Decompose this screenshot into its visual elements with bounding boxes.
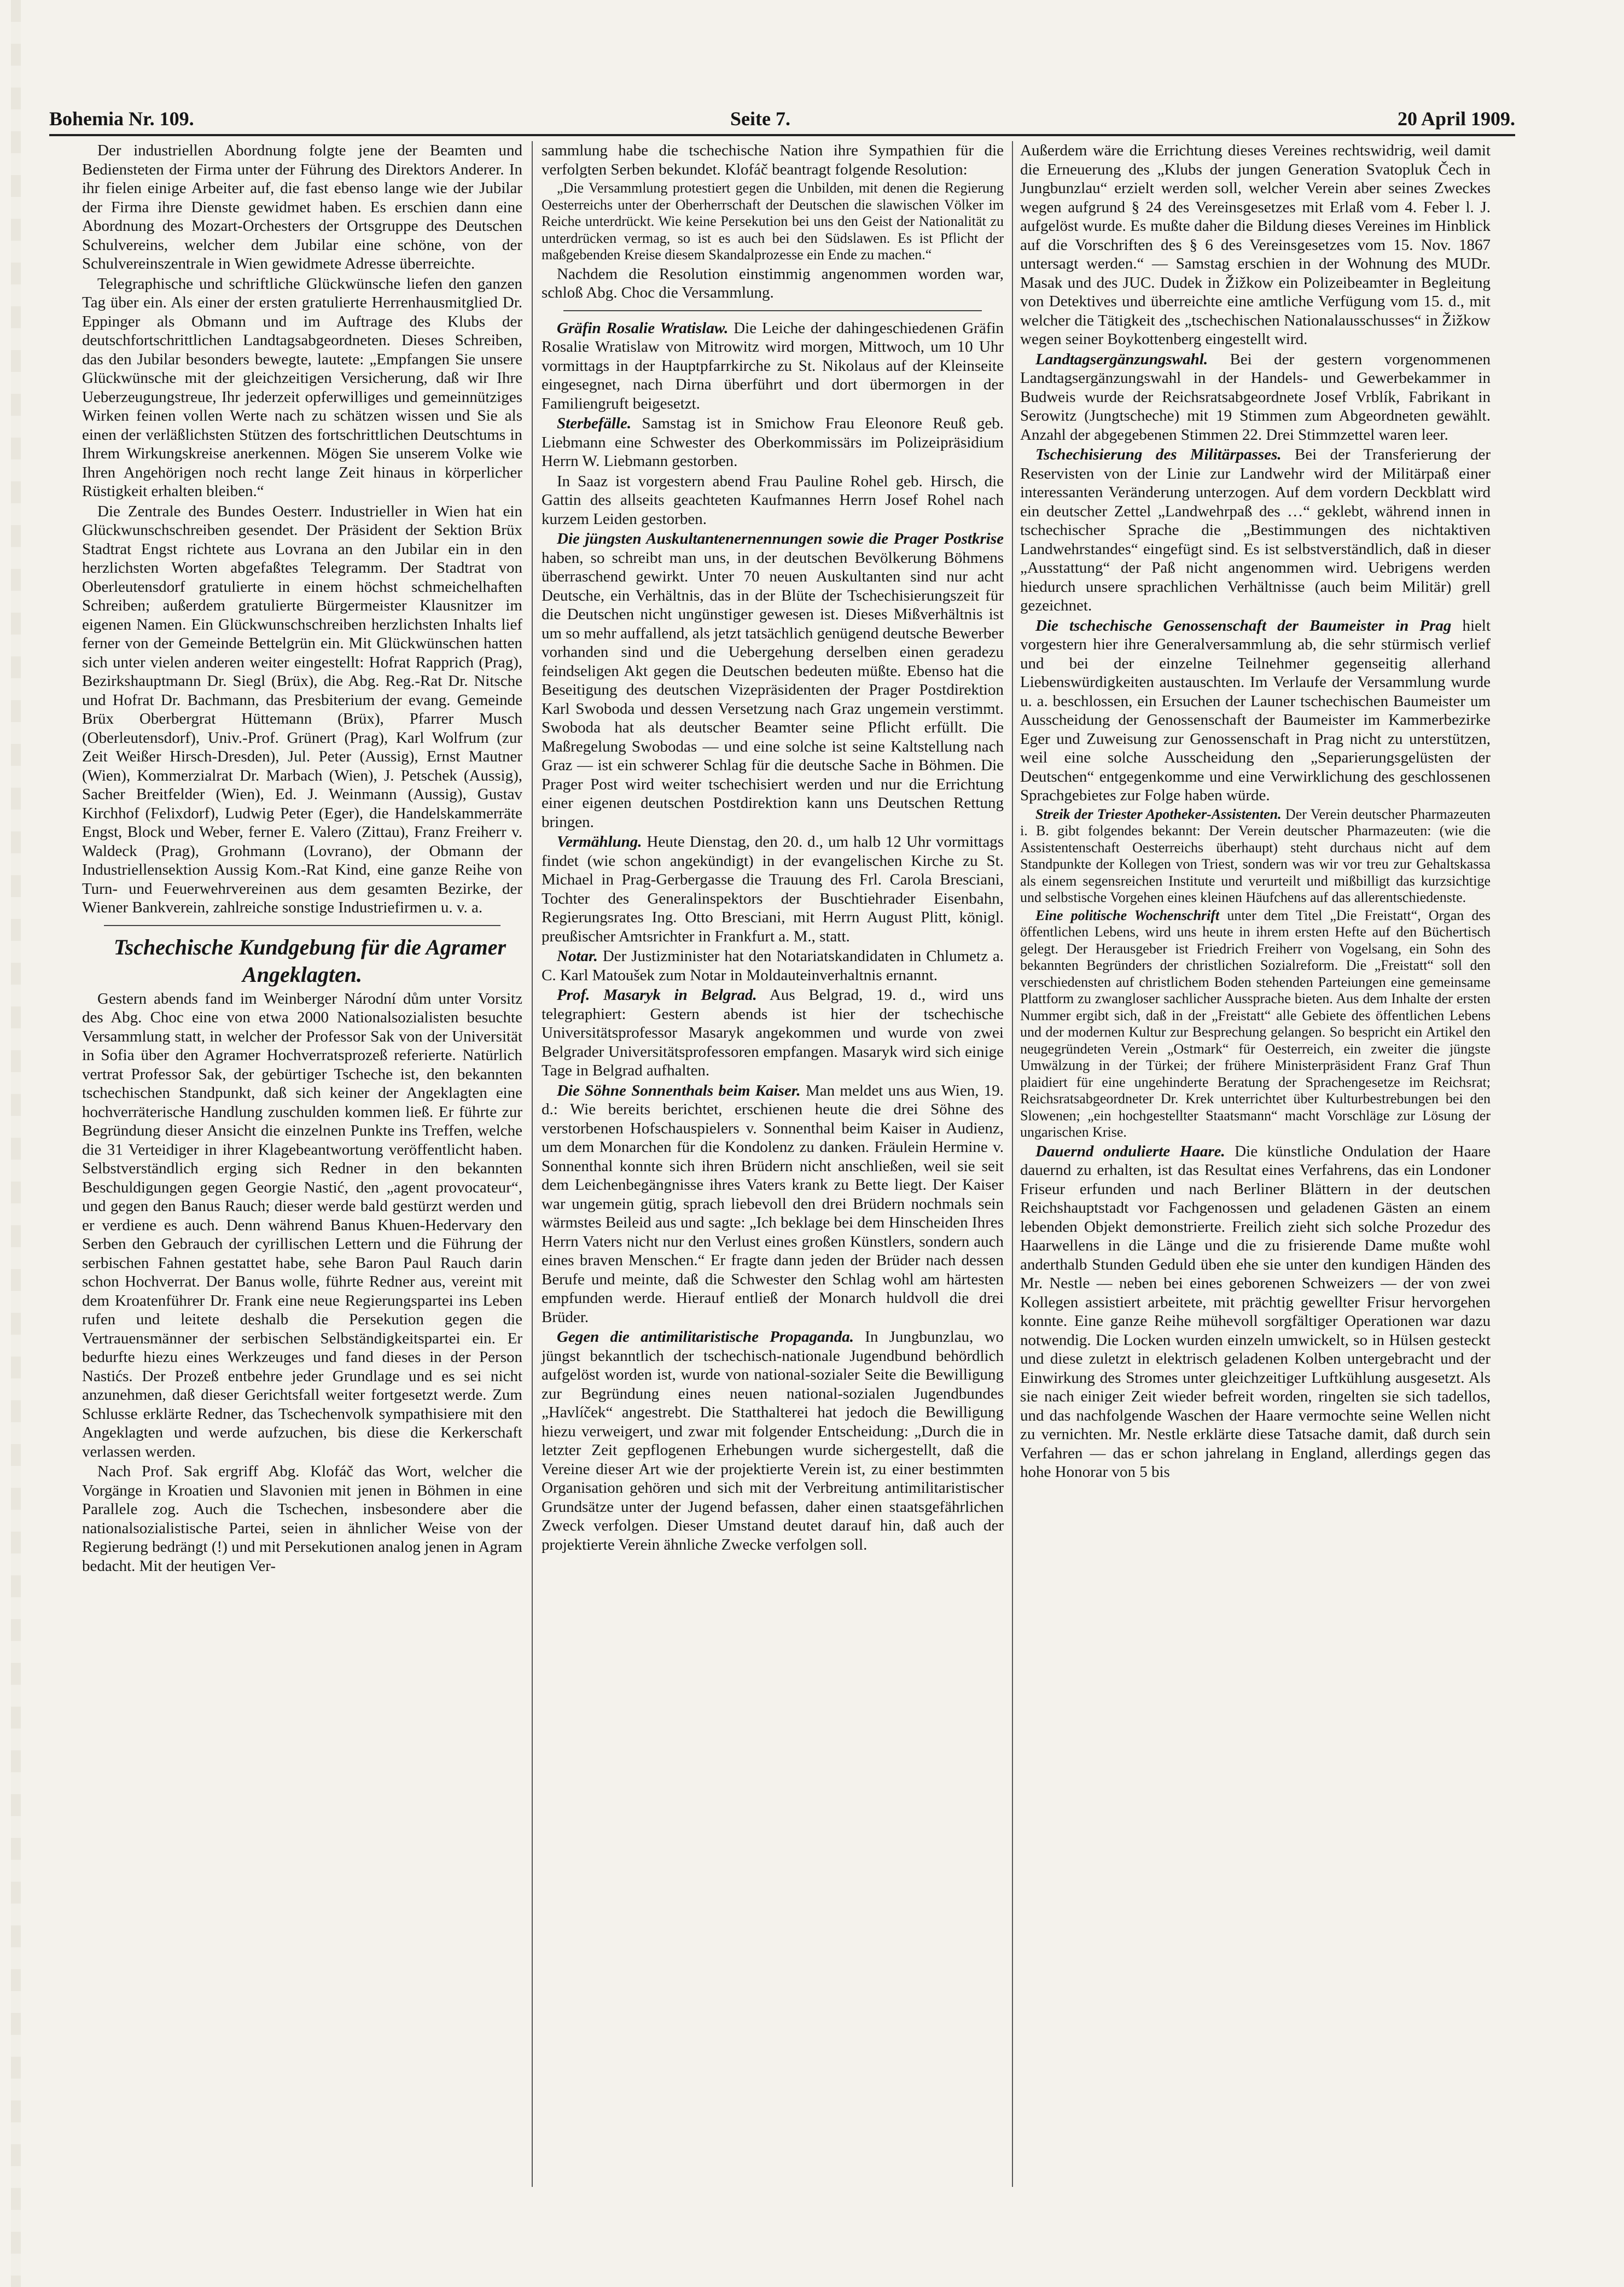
- news-item: Gegen die antimilitaristische Propaganda. In Jungbunzlau, wo jüngst bekanntlich der tschechisch-nationale Jugendbund behördlich aufgelöst worden ist, wurde von national-sozialer Seite die Bewilligung zur Begründung eines neuen national-sozialen Jugendbundes „Havlíček“ angestrebt. Die Statthalterei hat jedoch die Bewilligung hiezu verweigert, und zwar mit folgender Entscheidung: „Durch die in letzter Zeit gepflogenen Erhebungen wurde sichergestellt, daß die Vereine dieser Art wie der projektierte Verein ist, zu einer bestimmten Organisation gehören und sich mit der Verbreitung antimilitaristischer Grundsätze unter der Jugend befassen, daher einen staatsgefährlichen Zweck verfolgen. Dieser Umstand deutet darauf hin, daß auch der projektierte Verein ähnliche Zwecke verfolgen soll.: [542, 1328, 1004, 1553]
- article-paragraph: Telegraphische und schriftliche Glückwünsche liefen den ganzen Tag über ein. Als einer der ersten gratulierte Herrenhausmitglied Dr. Eppinger als Obmann und im Auftrage des Klubs der deutschfortschrittlichen Landtagsabgeordneten. Dieses Schreiben, das den Jubilar besonders bewegte, lautete: „Empfangen Sie unsere Glückwünsche mit der gleichzeitigen Versicherung, daß wir Ihre Ueberzeugungstreue, Ihr jederzeit opferwilliges und gemeinnütziges Wirken feinen vollen Werte nach zu schätzen wissen und Sie als einen der verläßlichsten Stützen des fortschrittlichen Deutschtums in Ihrem Wirkungskreise anerkennen. Mögen Sie unserem Volke wie Ihren Angehörigen noch recht lange Zeit hinaus in körperlicher Rüstigkeit erhalten bleiben.“: [82, 275, 522, 500]
- article-paragraph: sammlung habe die tschechische Nation ihre Sympathien für die verfolgten Serben bekundet. Klofáč beantragt folgende Resolution:: [542, 142, 1004, 178]
- news-item: Die tschechische Genossenschaft der Baumeister in Prag hielt vorgestern hier ihre Generalversammlung ab, die sehr stürmisch verlief und bei der einzelne Teilnehmer gegenseitig allerhand Liebenswürdigkeiten austauschten. Im Verlaufe der Versammlung wurde u. a. beschlossen, ein Ersuchen der Launer tschechischen Baumeister um Ausscheidung der Genossenschaft der Baumeister im Kammerbezirke Eger und Zuweisung zur Genossenschaft in Prag nicht zu unterstützen, weil eine solche Ausscheidung den „Separierungsgelüsten der Deutschen“ entgegenkomme und eine Verwirklichung des geschlossenen Sprachgebietes zur Folge haben würde.: [1020, 616, 1491, 804]
- article-paragraph: Nach Prof. Sak ergriff Abg. Klofáč das Wort, welcher die Vorgänge in Kroatien und Slavonien mit jenen in Böhmen in eine Parallele zog. Auch die Tschechen, insbesondere aber die nationalsozialistische Partei, seien in ähnlicher Weise von der Regierung bedrängt (!) und mit Persekutionen analog jenen in Agram bedacht. Mit der heutigen Ver-: [82, 1463, 522, 1575]
- article-paragraph: Die Zentrale des Bundes Oesterr. Industrieller in Wien hat ein Glückwunschschreiben gesendet. Der Präsident der Sektion Brüx Stadtrat Engst richtete aus Lovrana an den Jubilar ein in den herzlichsten Worten abgefaßtes Telegramm. Der Stadtrat von Oberleutensdorf gratulierte in einem höchst schmeichelhaften Schreiben; außerdem gratulierte Bürgermeister Klausnitzer im eigenen Namen. Ein Glückwunschschreiben herzlichsten Inhalts lief ferner von der Gemeinde Bettelgrün ein. Mit Glückwünschen hatten sich unter vielen anderen weiter eingestellt: Hofrat Rapprich (Prag), Bezirkshauptmann Dr. Siegl (Brüx), die Abg. Reg.-Rat Dr. Nitsche und Hofrat Dr. Bachmann, das Presbiterium der evang. Gemeinde Brüx Oberbergrat Hüttemann (Brüx), Pfarrer Musch (Oberleutensdorf), Univ.-Prof. Grünert (Prag), Karl Wolfrum (zur Zeit Weißer Hirsch-Dresden), Jul. Peter (Aussig), Ernst Mautner (Wien), Kommerzialrat Dr. Marbach (Wien), J. Petschek (Aussig), Sacher Breitfelder (Wien), Ed. J. Weinmann (Aussig), Gustav Kirchhof (Felixdorf), Ludwig Peter (Eger), die Handelskammerräte Engst, Block und Weber, ferner E. Valero (Zittau), Franz Freiherr v. Waldeck (Prag), Grohmann (Lovrano), der Obmann der Industriellensektion Aussig Kom.-Rat Kind, eine ganze Reihe von Turn- und Feuerwehrvereinen aus dem gesamten Bezirke, der Wiener Bankverein, zahlreiche sonstige Industriefirmen u. v. a.: [82, 502, 522, 916]
- paper-name: Bohemia Nr. 109.: [49, 108, 194, 130]
- news-item: Landtagsergänzungswahl. Bei der gestern vorgenommenen Landtagsergänzungswahl in der Handels- und Gewerbekammer in Budweis wurde der Reichsratsabgeordnete Josef Vrblík, Fabrikant in Serowitz (Jungtscheche) mit 19 Stimmen zum Abgeordneten gewählt. Anzahl der abgegebenen Stimmen 22. Drei Stimmzettel waren leer.: [1020, 350, 1491, 444]
- news-item: Die jüngsten Auskultantenernennungen sowie die Prager Postkrise haben, so schreibt man uns, in der deutschen Bevölkerung Böhmens überraschend gewirkt. Unter 70 neuen Auskultanten sind nur acht Deutsche, ein Verhältnis, das in der Blüte der Tschechisierungszeit für die Deutschen nicht ungünstiger gewesen ist. Dieses Mißverhältnis ist um so mehr auffallend, als jetzt tatsächlich genügend deutsche Bewerber vorhanden sind und die Uebergehung derselben einen geradezu feindseligen Akt gegen die Deutschen bedeuten müßte. Ebenso hat die Beseitigung des deutschen Vizepräsidenten der Prager Postdirektion Karl Swoboda und dessen Versetzung nach Graz ungemein verstimmt. Swoboda hat als deutscher Beamter seine Pflicht erfüllt. Die Maßregelung Swobodas — und eine solche ist seine Kaltstellung nach Graz — ist ein schwerer Schlag für die deutsche Sache in Böhmen. Die Prager Post wird weiter tschechisiert werden und nur die Errichtung einer eigenen deutschen Postdirektion kann uns Deutschen Rettung bringen.: [542, 530, 1004, 831]
- section-divider: [104, 925, 500, 926]
- news-item: Eine politische Wochenschrift unter dem Titel „Die Freistatt“, Organ des öffentlichen Lebens, wird uns heute in ihrem ersten Hefte auf den Büchertisch gelegt. Der Herausgeber ist Friedrich Freiherr von Vogelsang, ein Sohn des bekannten Begründers der christlichen Sozialreform. Die „Freistatt“ soll den verschiedensten auf christlichem Boden stehenden Parteiungen eine gemeinsame Plattform zu zwangloser sachlicher Aussprache bieten. Aus dem Inhalte der ersten Nummer ergibt sich, daß in der „Freistatt“ alle Gebiete des öffentlichen Lebens und der modernen Kultur zur Besprechung gelangen. So bespricht ein Artikel den neugegründeten Verein „Ostmark“ für Oesterreich, ein zweiter die jüngste Umwälzung in der Türkei; der frühere Ministerpräsident Franz Graf Thun plaidiert für eine ungehinderte Beratung der Sprachengesetze im Reichsrat; Reichsratsabgeordneter Dr. Krek unterrichtet über Kulturbestrebungen bei den Slowenen; „ein hochgestellter Staatsmann“ macht Vorschläge zur Lösung der ungarischen Krise.: [1020, 907, 1491, 1140]
- news-item: Sterbefälle. Samstag ist in Smichow Frau Eleonore Reuß geb. Liebmann eine Schwester des Oberkommissärs im Polizeipräsidium Herrn W. Liebmann gestorben.: [542, 415, 1004, 470]
- news-item: Notar. Der Justizminister hat den Notariatskandidaten in Chlumetz a. C. Karl Matoušek zum Notar in Moldauteinverhaltnis ernannt.: [542, 947, 1004, 984]
- page-number: Seite 7.: [730, 108, 790, 130]
- column-divider: [532, 141, 533, 2187]
- news-item: Prof. Masaryk in Belgrad. Aus Belgrad, 19. d., wird uns telegraphiert: Gestern abends ist hier der tschechische Universitätsprofessor Masaryk angekommen und wurde von zwei Belgrader Universitätsprofessoren empfangen. Masaryk wird sich einige Tage in Belgrad aufhalten.: [542, 986, 1004, 1079]
- article-paragraph: Nachdem die Resolution einstimmig angenommen worden war, schloß Abg. Choc die Versammlung.: [542, 265, 1004, 301]
- issue-date: 20 April 1909.: [1397, 108, 1515, 130]
- column-divider: [1012, 141, 1013, 2187]
- news-item: Die Söhne Sonnenthals beim Kaiser. Man meldet uns aus Wien, 19. d.: Wie bereits berichtet, erschienen heute die drei Söhne des verstorbenen Hofschauspielers v. Sonnenthal beim Kaiser in Audienz, um dem Monarchen für die Kondolenz zu danken. Fräulein Hermine v. Sonnenthal konnte sich ihren Brüdern nicht anschließen, weil sie seit dem Leichenbegängnisse ihres Vaters krank zu Bette liegt. Der Kaiser war ungemein gütig, sprach liebevoll den drei Brüdern nochmals sein wärmstes Beileid aus und sagte: „Ich beklage bei dem Hinscheiden Ihres Herrn Vaters nicht nur den Verlust eines großen Künstlers, sondern auch eines braven Menschen.“ Er fragte dann jeden der Brüder nach dessen Berufe und meinte, daß die Schwester den Schlag wohl am härtesten empfunden werde. Hierauf entließ der Monarch huldvoll die drei Brüder.: [542, 1081, 1004, 1326]
- masthead-rule: [49, 134, 1515, 136]
- article-heading: Tschechische Kundgebung für die Agramer Angeklagten.: [113, 934, 507, 987]
- news-item: Vermählung. Heute Dienstag, den 20. d., um halb 12 Uhr vormittags findet (wie schon angekündigt) in der evangelischen Kirche zu St. Michael in Prag-Gerbergasse die Trauung des Frl. Carola Bresciani, Tochter des Generalinspektors der Buschtiehrader Eisenbahn, Regierungsrates Ing. Otto Bresciani, mit Herrn August Plitt, königl. preußischer Amtsrichter in Frankfurt a. M., statt.: [542, 833, 1004, 945]
- page-edge: [11, 0, 21, 2287]
- resolution-quote: „Die Versammlung protestiert gegen die Unbilden, mit denen die Regierung Oesterreichs unter der Oberherrschaft der Deutschen die slawischen Völker im Reiche unterdrückt. Wie keine Persekution bei uns den Geist der Nationalität zu unterdrücken vermag, so ist es auch bei den Südslawen. Es ist Pflicht der maßgebenden Kreise diesem Skandalprozesse ein Ende zu machen.“: [542, 180, 1004, 263]
- news-item: Streik der Triester Apotheker-Assistenten. Der Verein deutscher Pharmazeuten i. B. gibt folgendes bekannt: Der Verein deutscher Pharmazeuten: (wie die Assistentenschaft Oesterreichs überhaupt) steht durchaus nicht auf dem Standpunkte der Kollegen von Triest, sondern was wir vor treu zur Gehaltskassa als einem segensreichen Institute und verurteilt und mißbilligt das kurzsichtige und selbstische Vorgehen eines kleinen Häufchens auf das allerentschiedenste.: [1020, 806, 1491, 905]
- column-2: [542, 141, 1004, 1555]
- section-divider: [563, 310, 982, 311]
- news-item: Gräfin Rosalie Wratislaw. Die Leiche der dahingeschiedenen Gräfin Rosalie Wratislaw von Mitrowitz wird morgen, Mittwoch, um 10 Uhr vormittags in der Hauptpfarrkirche zu St. Nikolaus auf der Kleinseite eingesegnet, nach Dirna überführt und dort übermorgen in der Familiengruft beigesetzt.: [542, 319, 1004, 412]
- article-paragraph: Gestern abends fand im Weinberger Národní dům unter Vorsitz des Abg. Choc eine von etwa 2000 Nationalsozialisten besuchte Versammlung statt, in welcher der Professor Sak von der Universität in Sofia über den Agramer Hochverratsprozeß referierte. Natürlich vertrat Professor Sak, der gebürtiger Tscheche ist, den bekannten tschechischen Standpunkt, daß sich keiner der Angeklagten eine hochverräterische Handlung zuschulden kommen ließ. Er führte zur Begründung dieser Ansicht die einzelnen Punkte ins Treffen, welche die 31 Verteidiger in ihrer Klagebeantwortung veröffentlicht haben. Selbstverständlich erging sich Redner in den bekannten Beschuldigungen gegen Georgie Nastić, den „agent provocateur“, und gegen den Banus Rauch; dieser werde bald gestürzt werden und er verdiene es auch. Denn während Banus Khuen-Hedervary den Serben den Gebrauch der cyrillischen Lettern und die Führung der serbischen Fahnen gestattet habe, sehe Baron Paul Rauch darin schon Hochverrat. Der Banus wolle, führte Redner aus, vereint mit dem Kroatenführer Dr. Frank eine neue Regierungspartei ins Leben rufen und leitete deshalb die Persekution gegen die Vertrauensmänner der serbischen Selbständigkeitspartei ein. Er bedurfte hiezu eines Werkzeuges und fand dieses in der Person Nastićs. Der Prozeß entbehre jeder Grundlage und es sei nicht anzunehmen, daß dieser Gerichtsfall weiter fortgesetzt werde. Zum Schlusse erklärte Redner, das Tschechenvolk sympathisiere mit den Angeklagten und werde aufzuchen, bis diese die Kerkerschaft verlassen werden.: [82, 990, 522, 1460]
- news-item: Tschechisierung des Militärpasses. Bei der Transferierung der Reservisten von der Linie zur Landwehr wird der Militärpaß einer interessanten Veränderung unterzogen. Auf dem vordern Deckblatt wird ein deutscher Zettel „Landwehrpaß des …“ geklebt, während innen in tschechischer Sprache die „Bestimmungen des nichtaktiven Landwehrstandes“ eingefügt sind. Es ist selbstverständlich, daß in dieser „Ausstattung“ der Paß nicht angenommen wird. Uebrigens werden hiedurch unsere sprachlichen Verhältnisse (auch beim Militär) grell gezeichnet.: [1020, 446, 1491, 614]
- article-paragraph: In Saaz ist vorgestern abend Frau Pauline Rohel geb. Hirsch, die Gattin des allseits geachteten Kaufmannes Herrn Josef Rohel nach kurzem Leiden gestorben.: [542, 472, 1004, 528]
- masthead: [49, 107, 1515, 129]
- article-paragraph: Der industriellen Abordnung folgte jene der Beamten und Bediensteten der Firma unter der Führung des Direktors Anderer. In ihr fielen einige Arbeiter auf, die fast ebenso lange wie der Jubilar der Firma ihre Dienste gewidmet haben. Es erschien dann eine Abordnung des Mozart-Orchesters der Ortsgruppe des Deutschen Schulvereins, welcher dem Jubilar eine schöne, von der Schulvereinszentrale in Wien gewidmete Adresse überreichte.: [82, 142, 522, 272]
- column-1: [82, 141, 522, 1576]
- news-item: Dauernd ondulierte Haare. Die künstliche Ondulation der Haare dauernd zu erhalten, ist das Resultat eines Verfahrens, das ein Londoner Friseur erfunden und nach Berliner Blättern in der deutschen Reichshauptstadt vor Fachgenossen und geladenen Gästen an einem lebenden Objekt demonstrierte. Freilich zieht sich solche Prozedur des Haarwellens in die Länge und die zu frisierende Dame mußte wohl anderthalb Stunden Geduld üben ehe sie unter den kundigen Händen des Mr. Nestle — neben bei eines geborenen Schweizers — der von zwei Kollegen assistiert arbeitete, mit prächtig gewellter Frisur hervorgehen konnte. Eine ganze Reihe mühevoll sorgfältiger Operationen war dazu notwendig. Die Locken wurden einzeln umwickelt, so in Hülsen gesteckt und diese zuletzt in elektrisch geladenen Kolben untergebracht und der Einwirkung des Stromes unter gleichzeitiger Luftkühlung ausgesetzt. Als sie nach einiger Zeit wieder befreit worden, ringelten sie sich tadellos, und das nachfolgende Waschen der Haare vermochte seine Wellen nicht zu vernichten. Mr. Nestle erklärte diese Tatsache damit, daß durch sein Verfahren — das er schon jahrelang in England, allerdings gegen das hohe Honorar von 5 bis: [1020, 1142, 1491, 1481]
- column-3: [1020, 141, 1491, 1483]
- article-paragraph: Außerdem wäre die Errichtung dieses Vereines rechtswidrig, weil damit die Erneuerung des „Klubs der jungen Generation Svatopluk Čech in Jungbunzlau“ erzielt werden soll, welcher Verein aber seines Zweckes wegen aufgrund § 24 des Vereinsgesetzes mit Erlaß vom 4. Feber l. J. aufgelöst wurde. Es mußte daher die Bildung dieses Vereines im Hinblick auf die Vorschriften des § 6 des Vereinsgesetzes vom 15. Nov. 1867 untersagt werden.“ — Samstag erschien in der Wohnung des MUDr. Masak und des JUC. Dudek in Žižkow ein Polizeibeamter in Begleitung von Detektives und überreichte eine amtliche Verfügung vom 15. d., mit welcher die Tätigkeit des „tschechischen Nationalausschusses“ in Žižkow wegen seiner Boykottenberg eingestellt wird.: [1020, 142, 1491, 348]
